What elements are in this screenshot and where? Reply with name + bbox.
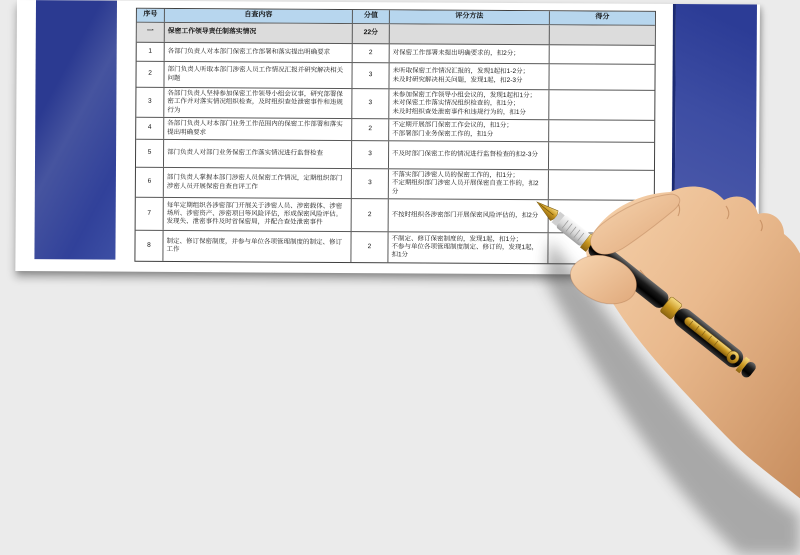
header-method: 评分方法 bbox=[390, 10, 550, 24]
cell-score: 3 bbox=[352, 169, 389, 198]
cell-method: 不定期开展部门保密工作会议的，扣1分； 不部署部门业务保密工作的，扣1分 bbox=[389, 119, 549, 141]
cell-content: 各部门负责人坚持参加保密工作领导小组会议事，研究部署保密工作并对落实情况组织检查，及时组织查处泄密事件和违规行为 bbox=[164, 88, 352, 118]
cell-score: 22分 bbox=[353, 24, 390, 43]
cell-method: 对保密工作部署未提出明确要求的，扣2分； bbox=[390, 44, 550, 63]
cell-method: 不按时组织各涉密部门开展保密风险评估的，扣2分 bbox=[389, 199, 549, 232]
cell-serial: 2 bbox=[136, 62, 164, 87]
cell-content: 部门负责人对部门业务保密工作落实情况进行监督检查 bbox=[164, 140, 352, 168]
cell-result bbox=[550, 45, 655, 64]
cell-content: 各部门负责人对本部门业务工作范围内的保密工作部署和落实提出明确要求 bbox=[164, 118, 352, 140]
hand-with-pen-photo bbox=[490, 170, 800, 555]
cell-method: 未听取保密工作情况汇报的，发现1起扣1-2分； 未及时研究解决相关问题，发现1起，扣2-3分 bbox=[389, 63, 549, 89]
cell-serial: 8 bbox=[135, 231, 163, 261]
cell-content: 部门负责人掌握本部门涉密人员保密工作情况，定期组织部门涉密人员开展保密自查自评工作 bbox=[164, 168, 352, 198]
cell-method: 不及时部门保密工作的情况进行监督检查的扣2-3分 bbox=[389, 141, 549, 169]
cover-left-panel bbox=[34, 0, 117, 259]
cell-method: 未参加保密工作领导小组会议的，发现1起扣1分； 未对保密工作落实情况组织检查的，扣1分； 未及时组织查处泄密事件和违规行为的，扣1分 bbox=[389, 89, 549, 119]
header-result: 得分 bbox=[595, 13, 610, 21]
table-row bbox=[136, 88, 654, 121]
cell-result bbox=[549, 120, 654, 142]
cell-score: 2 bbox=[352, 199, 389, 231]
cell-serial: 6 bbox=[136, 168, 164, 197]
table-row bbox=[136, 140, 654, 171]
cell-method bbox=[390, 24, 550, 44]
table-row bbox=[136, 118, 654, 143]
cell-result bbox=[549, 142, 654, 170]
cell-serial: 4 bbox=[136, 118, 164, 139]
cell-score: 3 bbox=[352, 89, 389, 118]
cell-score: 3 bbox=[352, 63, 389, 88]
cell-content: 各部门负责人对本部门保密工作部署和落实提出明确要求 bbox=[165, 43, 353, 62]
cell-score: 2 bbox=[351, 232, 388, 262]
cell-result bbox=[549, 64, 654, 90]
cell-score: 2 bbox=[352, 119, 389, 140]
cell-content: 保密工作领导责任制落实情况 bbox=[165, 23, 353, 43]
cell-content: 每年定期组织各涉密部门开展关于涉密人员、涉密载体、涉密场所、涉密资产、涉密项目等风险评估，形成保密风险评估。发现失、泄密事件及时省保密局，并配合查处泄密事件 bbox=[164, 198, 352, 231]
header-content: 自查内容 bbox=[165, 9, 353, 23]
table-row bbox=[136, 62, 654, 91]
cell-result bbox=[550, 25, 655, 45]
cell-score: 3 bbox=[352, 141, 389, 168]
cell-serial: 5 bbox=[136, 140, 164, 167]
cell-content: 部门负责人听取本部门涉密人员工作情况汇报并研究解决相关问题 bbox=[164, 62, 352, 88]
cell-method: 不落实部门涉密人员的保密工作的，扣1分； 不定期组织部门涉密人员开展保密自查工作的，扣2分 bbox=[389, 169, 549, 199]
cell-method: 不制定、修订保密制度的，发现1起，扣1分； 不参与单位各项管理制度制定、修订的，发现1起，扣1分 bbox=[388, 232, 548, 263]
cell-content: 制定、修订保密制度，并参与单位各项管理制度的制定、修订工作 bbox=[163, 231, 351, 262]
cell-serial: 1 bbox=[137, 43, 165, 61]
cell-result bbox=[549, 90, 654, 120]
header-score: 分值 bbox=[353, 10, 390, 23]
cell-serial: 3 bbox=[136, 88, 164, 117]
header-serial: 序号 bbox=[137, 9, 165, 22]
cell-serial: 7 bbox=[136, 198, 164, 230]
cell-score: 2 bbox=[353, 44, 390, 62]
cell-serial: 一 bbox=[137, 23, 165, 42]
